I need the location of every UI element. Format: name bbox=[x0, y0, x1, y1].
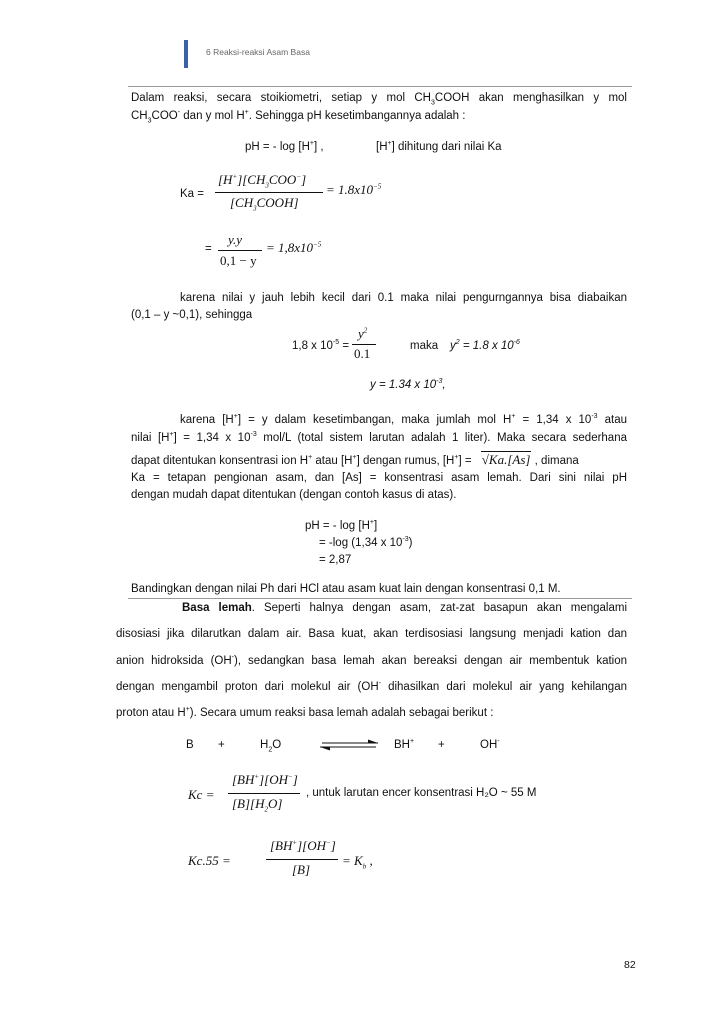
approx-numerator: $y^2$ bbox=[358, 326, 368, 341]
section-rule bbox=[128, 598, 632, 599]
calc-line3: = 2,87 bbox=[319, 554, 352, 566]
para1-line2: $CH_3COO^-$ dan y mol H+. Sehingga pH kesetimbangannya adalah : bbox=[131, 109, 466, 125]
yy-equals: = bbox=[205, 243, 212, 255]
kc55-rhs: = $K_b$ , bbox=[342, 853, 373, 871]
ka-numerator: $[H^+][CH_3COO^-]$ bbox=[218, 172, 307, 190]
reaction-oh: OH- bbox=[480, 738, 500, 751]
para1-line1: Dalam reaksi, secara stoikiometri, setiap y mol $CH_3COOH$ akan menghasilkan y mol bbox=[131, 92, 627, 107]
basa-line4: dengan mengambil proton dari molekul air (OH- dihasilkan dari molekul air yang kehilangan bbox=[116, 680, 627, 693]
reaction-h2o: $H_2O$ bbox=[260, 739, 282, 754]
page-number: 82 bbox=[624, 959, 636, 971]
para3-line2: nilai [H+] = 1,34 x $10^{-3}$ mol/L (total sistem larutan adalah 1 liter). Maka secara sederhana bbox=[131, 431, 627, 444]
ph-note: [H+] dihitung dari nilai Ka bbox=[376, 140, 502, 153]
approx-denominator: 0.1 bbox=[354, 346, 371, 361]
reaction-plus2: + bbox=[438, 739, 445, 751]
approx-maka: maka bbox=[410, 340, 439, 352]
basa-line5: proton atau H+). Secara umum reaksi basa lemah adalah sebagai berikut : bbox=[116, 706, 494, 719]
y-result: y = 1.34 x $10^{-3}$, bbox=[370, 378, 446, 391]
ka-value: = $1.8x10^{-5}$ bbox=[326, 182, 382, 197]
yy-fraction-bar bbox=[218, 250, 262, 251]
ph-formula: pH = - log [H+] , bbox=[245, 140, 324, 153]
yy-value: = $1,8x10^{-5}$ bbox=[266, 240, 322, 255]
para2-line1: karena nilai y jauh lebih kecil dari 0.1 maka nilai pengurngannya bisa diabaikan bbox=[180, 292, 627, 304]
kc55-fraction-bar bbox=[266, 859, 338, 860]
kc-lhs: Kc = bbox=[188, 787, 215, 802]
kc-fraction-bar bbox=[228, 793, 300, 794]
basa-line1: Basa lemah. Seperti halnya dengan asam, zat-zat basapun akan mengalami bbox=[182, 602, 627, 614]
ka-label: Ka = bbox=[180, 188, 204, 200]
yy-denominator: 0,1 − y bbox=[220, 253, 257, 268]
para3-line1: karena [H+] = y dalam kesetimbangan, maka jumlah mol H+ = 1,34 x $10^{-3}$ atau bbox=[180, 413, 628, 426]
kc-denominator: $[B][H_2O]$ bbox=[232, 796, 283, 814]
basa-line2: disosiasi jika dilarutkan dalam air. Basa kuat, akan terdisosiasi langsung menjadi kation dan bbox=[116, 628, 627, 640]
kc55-numerator: [BH+][OH−] bbox=[270, 838, 336, 853]
ka-fraction-bar bbox=[215, 192, 323, 193]
reaction-plus1: + bbox=[218, 739, 225, 751]
ka-denominator: $[CH_3COOH]$ bbox=[230, 195, 299, 213]
approx-result: $y^2 = 1.8$ x $10^{-6}$ bbox=[450, 339, 520, 352]
approx-lhs: 1,8 x $10^{-5}$ = bbox=[292, 339, 350, 352]
reaction-bh: BH+ bbox=[394, 738, 415, 751]
calc-line1: pH = - log [H+] bbox=[305, 519, 378, 532]
kc55-denominator: [B] bbox=[292, 862, 311, 877]
sqrt-symbol: √ bbox=[481, 452, 489, 467]
para3-line4: Ka = tetapan pengionan asam, dan [As] = konsentrasi asam lemah. Dari sini nilai pH bbox=[131, 472, 627, 484]
sqrt-ka-as: √Ka.[As] bbox=[481, 452, 531, 467]
approx-fraction-bar bbox=[352, 344, 376, 345]
kc-numerator: [BH+][OH−] bbox=[232, 772, 298, 787]
header-accent-bar bbox=[184, 40, 188, 68]
equilibrium-arrow-icon bbox=[318, 738, 380, 752]
compare-text: Bandingkan dengan nilai Ph dari HCl atau asam kuat lain dengan konsentrasi 0,1 M. bbox=[131, 583, 561, 595]
yy-numerator: y.y bbox=[228, 232, 243, 247]
para3-line5: dengan mudah dapat ditentukan (dengan contoh kasus di atas). bbox=[131, 489, 457, 501]
calc-line2: = -log (1,34 x $10^{-3}$) bbox=[319, 536, 413, 549]
reaction-b: B bbox=[186, 739, 194, 751]
basa-line3: anion hidroksida (OH-), sedangkan basa lemah akan bereaksi dengan air membentuk kation bbox=[116, 654, 628, 667]
para3-line3: dapat ditentukan konsentrasi ion H+ atau [H+] dengan rumus, [H+] = √Ka.[As] , dimana bbox=[131, 452, 579, 467]
kc55-lhs: Kc.55 = bbox=[188, 853, 231, 868]
para2-line2: (0,1 – y ~0,1), sehingga bbox=[131, 309, 253, 321]
header-title: 6 Reaksi-reaksi Asam Basa bbox=[206, 47, 310, 57]
kc-note: , untuk larutan encer konsentrasi H₂O ~ 55 M bbox=[306, 787, 537, 799]
header-rule bbox=[128, 86, 632, 87]
